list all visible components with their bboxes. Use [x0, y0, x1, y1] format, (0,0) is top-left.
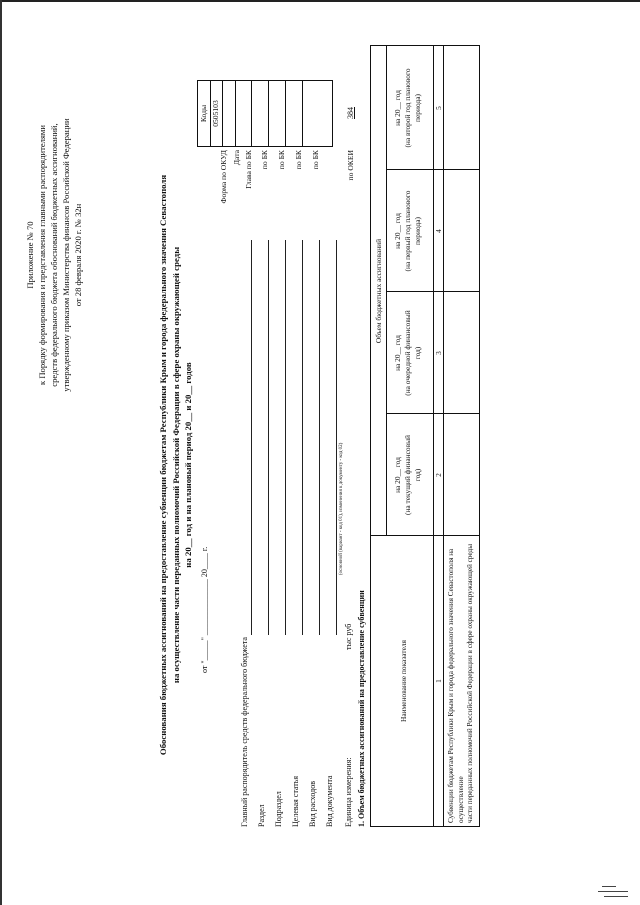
col-header-name: Наименование показателя [399, 640, 408, 722]
field-underline [285, 240, 286, 635]
table-row-name: Субвенции бюджетам Республики Крым и города федерального значения Севастополя на осуществление части переданных полномочий Российской Федерации в сфере охраны окружающей среды [447, 543, 474, 823]
appendix-line: к Порядку формирования и представления главными распорядителями [37, 125, 47, 385]
section-heading: 1. Объем бюджетных ассигнований на предоставление субвенции [357, 590, 366, 827]
field-label: Подраздел [274, 791, 283, 827]
field-label: Вид документа [325, 775, 334, 827]
code-label: по БК [277, 150, 286, 170]
col-number: 1 [434, 679, 443, 683]
appendix-line: Приложение № 70 [25, 221, 35, 289]
code-label: по БК [311, 150, 320, 170]
col-number: 5 [434, 106, 443, 110]
field-label: Вид расходов [308, 781, 317, 827]
doc-type-hint: (основной (вариант - код 01), изменения к документу - код 02) [339, 442, 344, 575]
table-divider [371, 535, 479, 536]
field-underline [319, 240, 320, 635]
appendix-line: средств федерального бюджета обоснований бюджетных ассигнований, [49, 123, 59, 387]
col-number: 3 [434, 351, 443, 355]
col-header-year: на 20__ год (на первый год планового периода) [393, 190, 422, 272]
field-label: Целевая статья [291, 775, 300, 827]
code-label: по БК [294, 150, 303, 170]
field-label: Раздел [257, 804, 266, 827]
table-divider [443, 46, 444, 826]
date-label: Дата [232, 150, 241, 166]
code-cell [285, 81, 303, 146]
col-header-year: на 20__ год (на второй год планового периода) [393, 68, 422, 148]
okud-code: 0505103 [210, 81, 223, 146]
col-header-year: на 20__ год (на текущий финансовый год) [393, 435, 422, 516]
title-line: Обоснования бюджетных ассигнований на предоставление субвенции бюджетам Республики Крым и города федерального значения Севастополя [158, 174, 168, 756]
col-number: 2 [434, 473, 443, 477]
unit-value: тыс руб [344, 623, 353, 650]
date-cell [222, 81, 236, 146]
date-line: от "_____" ______________ 20____ г. [200, 546, 209, 673]
title-line: на осуществление части переданных полномочий Российской Федерации в сфере охраны окружающей среды [170, 246, 181, 684]
appendix-line: от 28 февраля 2020 г. № 32н [73, 203, 83, 307]
field-label: Главный распорядитель средств федерального бюджета [240, 637, 249, 827]
code-cell [251, 81, 269, 146]
okei-code: 384 [346, 107, 355, 119]
code-cell [302, 81, 331, 146]
col-number: 4 [434, 229, 443, 233]
codes-header: Коды [198, 81, 211, 146]
field-underline [268, 240, 269, 635]
code-label: Глава по БК [244, 150, 253, 189]
field-underline [302, 240, 303, 635]
form-title [157, 145, 195, 785]
title-line: на 20__ год и на плановый период 20__ и 20__ годов [183, 362, 193, 568]
field-underline [336, 240, 337, 635]
appendix-header [24, 85, 84, 425]
codes-box [197, 80, 333, 147]
col-header-year: на 20__ год (на очередной финансовый год) [393, 310, 422, 396]
budget-table [370, 45, 480, 827]
table-divider [386, 46, 387, 536]
field-underline [251, 240, 252, 635]
code-cell [235, 81, 252, 146]
okud-label: Форма по ОКУД [219, 150, 228, 204]
okei-label: по ОКЕИ [346, 150, 355, 181]
code-label: по БК [260, 150, 269, 170]
code-cell [268, 81, 286, 146]
unit-label: Единица измерения: [344, 757, 353, 827]
appendix-line: утвержденному приказом Министерства финансов Российской Федерации [61, 118, 71, 392]
col-header-group: Объем бюджетных ассигнований [374, 238, 383, 344]
